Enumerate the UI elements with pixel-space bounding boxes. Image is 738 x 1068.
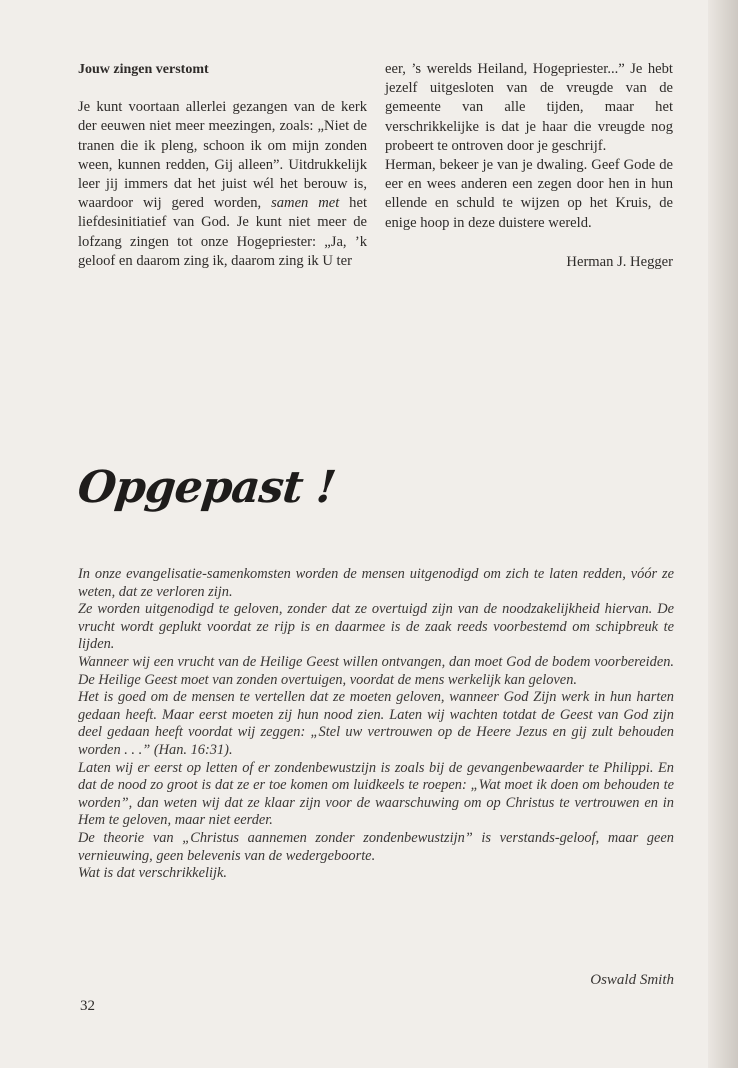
article2-paragraph-1: In onze evangelisatie-samenkomsten worden de mensen uitgenodigd om zich te laten redden, vóór ze weten, dat ze verloren zijn. xyxy=(78,566,674,600)
article1-paragraph-right-1: eer, ’s werelds Heiland, Hogepriester...” Je hebt jezelf uitgesloten van de vreugde van de gemeente van alle tijden, maar het verschrikkelijke is dat je haar die vreugde nog probeert te ontroven door je geschrijf. xyxy=(385,61,673,154)
article2-paragraph-7: Wat is dat verschrikkelijk. xyxy=(78,865,227,882)
article2-paragraph-5: Laten wij er eerst op letten of er zondenbewustzijn is zoals bij de gevangenbewaarder te Philippi. En dat de nood zo groot is dat ze er toe komen om luidkeels te roepen: „Wat moet ik doen om behouden te worden”, dan weten wij dat ze klaar zijn voor de waarschuwing om op Christus te vertrouwen en in Hem te geloven, maar niet eerder. xyxy=(78,759,674,829)
article1-left-column xyxy=(78,60,367,271)
article2-paragraph-6: De theorie van „Christus aannemen zonder zondenbewustzijn” is verstands-geloof, maar geen vernieuwing, geen belevenis van de wedergeboorte. xyxy=(78,829,674,864)
article2-body xyxy=(78,566,674,883)
article2-paragraph-2: Ze worden uitgenodigd te geloven, zonder dat ze overtuigd zijn van de noodzakelijkheid hiervan. De vrucht wordt geplukt voordat ze rijp is en daarmee is de zaak reeds voorbestemd om schipbreuk te lijden. xyxy=(78,601,674,653)
article2-paragraph-4: Het is goed om de mensen te vertellen dat ze moeten geloven, wanneer God Zijn werk in hun harten gedaan heeft. Maar eerst moeten zij hun nood zien. Laten wij wachten totdat de Geest van God zijn deel gedaan heeft voordat wij zeggen: „Stel uw vertrouwen op de Heere Jezus en gij zult behouden worden . . .” (Han. 16:31). xyxy=(78,689,674,758)
article2-paragraph-3: Wanneer wij een vrucht van de Heilige Geest willen ontvangen, dan moet God de bodem voorbereiden. De Heilige Geest moet van zonden overtuigen, voordat de mens werkelijk kan geloven. xyxy=(78,653,674,688)
article1-right-column xyxy=(385,60,673,272)
emphasis-text: samen met xyxy=(271,195,340,212)
article1-paragraph-left: Je kunt voortaan allerlei gezangen van de kerk der eeuwen niet meer meezingen, zoals: „Niet de tranen die ik pleng, schoon ik om mijn zonden ween, kunnen redden, Gij alleen”. Uitdrukkelijk leer jij immers dat het juist wél het berouw is, waardoor wij gered worden, samen met het liefdesinitiatief van God. Je kunt niet meer de lofzang zingen tot onze Hogepriester: „Ja, ’k geloof en daarom zing ik, daarom zing ik U ter xyxy=(78,99,367,269)
article2-title: Opgepast ! xyxy=(75,462,338,513)
article1-paragraph-right-2: Herman, bekeer je van je dwaling. Geef Gode de eer en wees anderen een zegen door hen in hun ellende en schuld te wijzen op het Kruis, de enige hoop in deze duistere wereld. xyxy=(385,157,673,231)
article1-heading: Jouw zingen verstomt xyxy=(78,62,209,77)
article2-signature: Oswald Smith xyxy=(590,972,674,988)
article1-signature: Herman J. Hegger xyxy=(566,253,673,270)
page-edge-shadow xyxy=(708,0,738,1068)
page-number: 32 xyxy=(80,998,95,1014)
